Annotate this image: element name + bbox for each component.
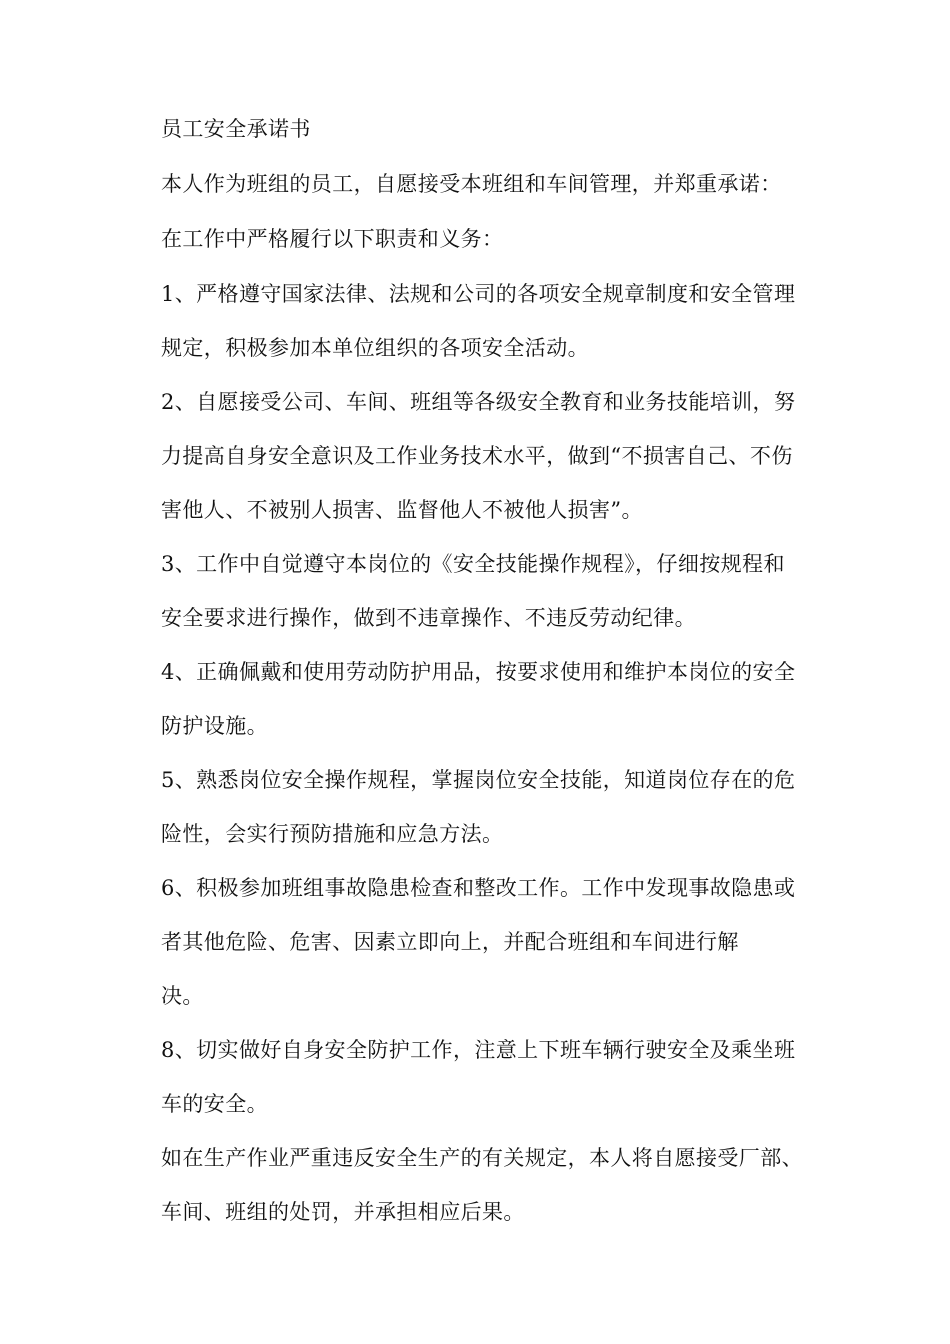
item-8-line-2: 车的安全。 <box>161 1092 268 1116</box>
item-2-line-1: 2、自愿接受公司、车间、班组等各级安全教育和业务技能培训，努 <box>161 390 796 414</box>
item-1-line-2: 规定，积极参加本单位组织的各项安全活动。 <box>161 336 589 360</box>
item-3-line-2: 安全要求进行操作，做到不违章操作、不违反劳动纪律。 <box>161 606 696 630</box>
item-6-line-1: 6、积极参加班组事故隐患检查和整改工作。工作中发现事故隐患或 <box>161 876 796 900</box>
item-6-line-3: 决。 <box>161 984 204 1008</box>
item-2-line-3: 害他人、不被别人损害、监督他人不被他人损害”。 <box>161 498 643 522</box>
item-5-line-1: 5、熟悉岗位安全操作规程，掌握岗位安全技能，知道岗位存在的危 <box>161 768 796 792</box>
closing-line-2: 车间、班组的处罚，并承担相应后果。 <box>161 1200 525 1224</box>
item-8-line-1: 8、切实做好自身安全防护工作，注意上下班车辆行驶安全及乘坐班 <box>161 1038 796 1062</box>
item-1-line-1: 1、严格遵守国家法律、法规和公司的各项安全规章制度和安全管理 <box>161 282 796 306</box>
item-4-line-2: 防护设施。 <box>161 714 268 738</box>
intro-text-2: 在工作中严格履行以下职责和义务： <box>161 227 504 251</box>
intro-text: 本人作为班组的员工，自愿接受本班组和车间管理，并郑重承诺： <box>161 172 782 196</box>
document-title: 员工安全承诺书 <box>161 117 311 141</box>
item-5-line-2: 险性，会实行预防措施和应急方法。 <box>161 822 504 846</box>
item-6-line-2: 者其他危险、危害、因素立即向上，并配合班组和车间进行解 <box>161 930 739 954</box>
item-2-line-2: 力提高自身安全意识及工作业务技术水平，做到“不损害自己、不伤 <box>161 444 793 468</box>
closing-line-1: 如在生产作业严重违反安全生产的有关规定，本人将自愿接受厂部、 <box>161 1146 803 1170</box>
item-4-line-1: 4、正确佩戴和使用劳动防护用品，按要求使用和维护本岗位的安全 <box>161 660 796 684</box>
item-3-line-1: 3、工作中自觉遵守本岗位的《安全技能操作规程》，仔细按规程和 <box>161 552 785 576</box>
